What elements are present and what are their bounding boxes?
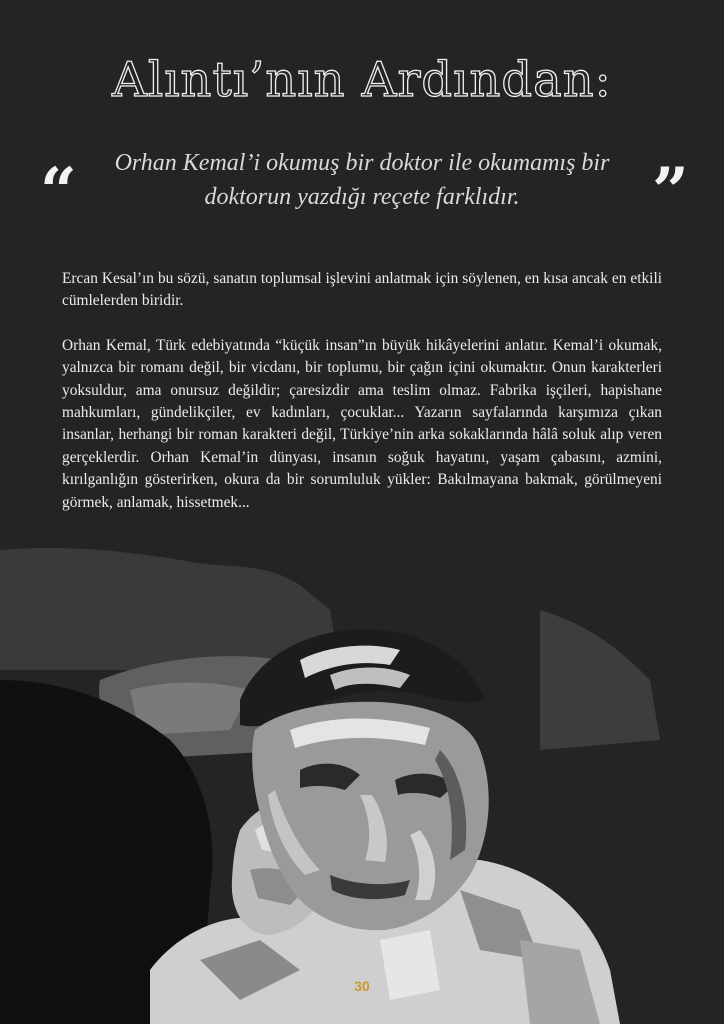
paragraph-1: Ercan Kesal’ın bu sözü, sanatın toplumsal işlevini anlatmak için söylenen, en kısa ancak en etkili cümlelerden biridir.: [62, 270, 662, 310]
article-body: [62, 268, 662, 536]
open-quote-icon: “: [40, 154, 77, 229]
page-number: 30: [354, 978, 370, 994]
close-quote-icon: ”: [652, 154, 689, 229]
mountain-shape-right: [540, 610, 660, 750]
page-title: Alıntı’nın Ardından:: [112, 52, 612, 108]
paragraph-2: Orhan Kemal, Türk edebiyatında “küçük insan”ın büyük hikâyelerini anlatır. Kemal’i okumak, yalnızca bir romanı değil, bir vicdanı, bir toplumu, bir çağın içini okumaktır. Onun karakterleri yoksuldur, ama onursuz değildir; çaresizdir ama teslim olmaz. Fabrika işçileri, hapishane mahkumları, gündelikçiler, ev kadınları, çocuklar... Yazarın sayfalarında karşımıza çıkan insanlar, herhangi bir roman karakteri değil, Türkiye’nin arka sokaklarında hâlâ soluk alıp veren gerçeklerdir. Orhan Kemal’in dünyası, insanın soğuk hayatını, yaşam çabasını, azmini, kırılganlığın gösterirken, okura da bir sorumluluk yükler: Bakılmayana bakmak, görülmeyeni görmek, anlamak, hissetmek...: [62, 336, 662, 511]
pull-quote: Orhan Kemal’i okumuş bir doktor ile okumamış bir doktorun yazdığı reçete farklıdır.: [114, 150, 610, 210]
author-portrait-illustration: [0, 530, 724, 1024]
